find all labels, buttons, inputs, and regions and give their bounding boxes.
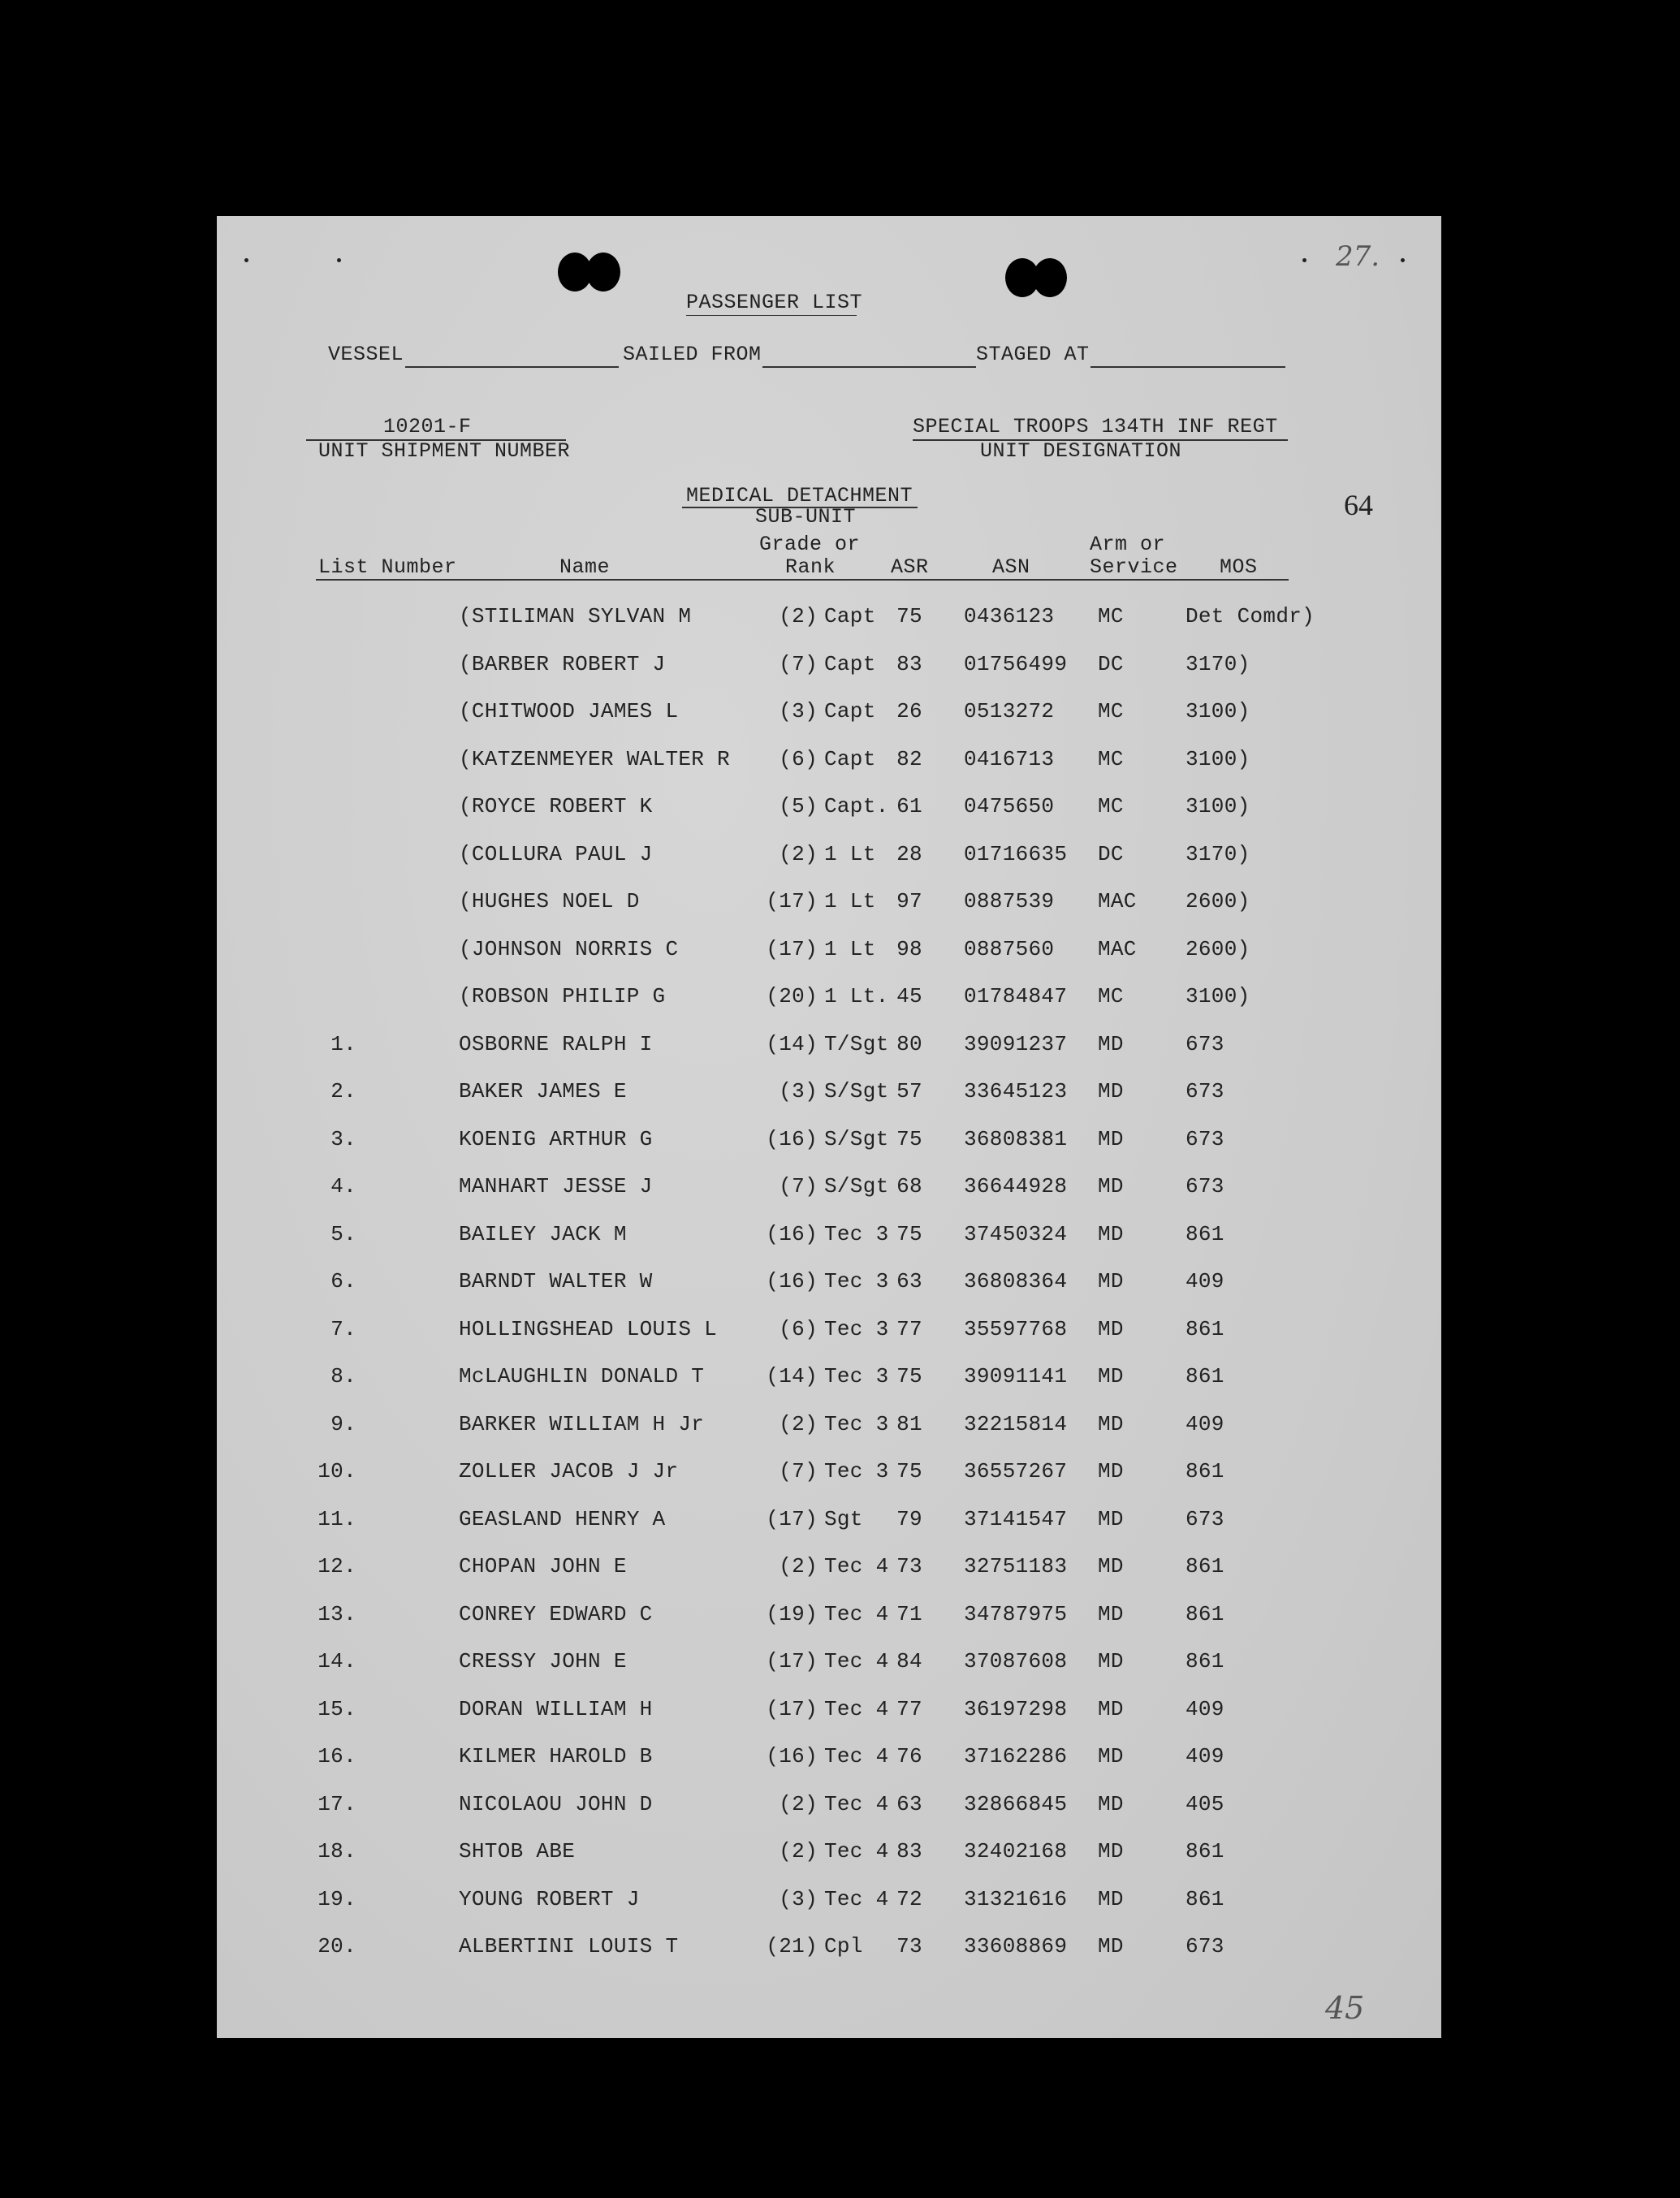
grade-cell: (16) [766,1127,818,1151]
asr-cell: 28 [896,842,922,866]
asn-cell: 37450324 [964,1222,1068,1246]
mos-cell: 861 [1186,1839,1224,1863]
arm-service-cell: MD [1098,1792,1124,1816]
sub-unit: MEDICAL DETACHMENT [686,484,913,507]
mos-cell: 861 [1186,1317,1224,1341]
sailed-from-label: SAILED FROM [623,343,762,366]
grade-cell: (2) [779,604,818,628]
mos-cell: 861 [1186,1459,1224,1483]
arm-service-cell: MD [1098,1697,1124,1721]
margin-dot [244,258,248,262]
asr-cell: 77 [896,1317,922,1341]
grade-cell: (5) [779,794,818,818]
asr-cell: 75 [896,604,922,628]
list-number-cell: 3. [330,1127,356,1151]
asr-cell: 82 [896,747,922,771]
asn-cell: 37162286 [964,1744,1068,1768]
asn-cell: 01716635 [964,842,1068,866]
name-cell: KILMER HAROLD B [459,1744,653,1768]
name-cell: (HUGHES NOEL D [459,889,640,913]
column-header-arm-line2: Service [1090,555,1178,579]
page-number-bottom: 45 [1325,1990,1365,2026]
column-header-arm-line1: Arm or [1090,533,1166,556]
grade-cell: (2) [779,842,818,866]
asr-cell: 61 [896,794,922,818]
name-cell: (ROBSON PHILIP G [459,984,666,1008]
rank-cell: Capt [824,747,876,771]
asn-cell: 33608869 [964,1934,1068,1958]
arm-service-cell: MD [1098,1459,1124,1483]
asr-cell: 75 [896,1127,922,1151]
asn-cell: 36808364 [964,1269,1068,1293]
column-header-name: Name [559,555,611,579]
asr-cell: 81 [896,1412,922,1436]
unit-shipment-label: UNIT SHIPMENT NUMBER [318,439,571,463]
title-underline [686,315,857,316]
arm-service-cell: MAC [1098,889,1137,913]
grade-cell: (19) [766,1602,818,1626]
asr-cell: 83 [896,1839,922,1863]
grade-cell: (6) [779,1317,818,1341]
rank-cell: S/Sgt [824,1079,889,1103]
asr-cell: 75 [896,1364,922,1388]
list-number-cell: 5. [330,1222,356,1246]
asr-cell: 77 [896,1697,922,1721]
list-number-cell: 7. [330,1317,356,1341]
asn-cell: 32866845 [964,1792,1068,1816]
punch-hole-right-2 [1033,258,1067,297]
name-cell: (KATZENMEYER WALTER R [459,747,730,771]
grade-cell: (6) [779,747,818,771]
arm-service-cell: MD [1098,1649,1124,1673]
mos-cell: 673 [1186,1032,1224,1056]
mos-cell: 3100) [1186,794,1250,818]
asn-cell: 35597768 [964,1317,1068,1341]
arm-service-cell: MD [1098,1507,1124,1531]
sailed-from-field [762,366,976,368]
arm-service-cell: MD [1098,1934,1124,1958]
rank-cell: Tec 4 [824,1602,889,1626]
mos-cell: 861 [1186,1222,1224,1246]
list-number-cell: 4. [330,1174,356,1198]
mos-cell: 673 [1186,1127,1224,1151]
name-cell: BAILEY JACK M [459,1222,627,1246]
grade-cell: (17) [766,1507,818,1531]
name-cell: CRESSY JOHN E [459,1649,627,1673]
asn-cell: 0887539 [964,889,1055,913]
document-page [217,216,1441,2038]
mos-cell: 2600) [1186,889,1250,913]
vessel-field [405,366,619,368]
name-cell: BARNDT WALTER W [459,1269,653,1293]
asn-cell: 39091141 [964,1364,1068,1388]
asr-cell: 98 [896,937,922,961]
name-cell: SHTOB ABE [459,1839,576,1863]
margin-dot [1401,258,1405,262]
list-number-cell: 20. [317,1934,356,1958]
list-number-cell: 8. [330,1364,356,1388]
arm-service-cell: MD [1098,1364,1124,1388]
margin-dot [1302,258,1306,262]
mos-cell: 3100) [1186,699,1250,723]
unit-designation: SPECIAL TROOPS 134TH INF REGT [913,415,1278,438]
arm-service-cell: MD [1098,1839,1124,1863]
asn-cell: 31321616 [964,1887,1068,1911]
grade-cell: (2) [779,1839,818,1863]
mos-cell: 3100) [1186,747,1250,771]
asn-cell: 0416713 [964,747,1055,771]
list-number-cell: 6. [330,1269,356,1293]
grade-cell: (21) [766,1934,818,1958]
asr-cell: 76 [896,1744,922,1768]
arm-service-cell: MD [1098,1554,1124,1578]
asn-cell: 0513272 [964,699,1055,723]
asr-cell: 73 [896,1934,922,1958]
asn-cell: 01756499 [964,652,1068,676]
list-number-cell: 2. [330,1079,356,1103]
list-number-cell: 16. [317,1744,356,1768]
asn-cell: 36197298 [964,1697,1068,1721]
rank-cell: Capt [824,604,876,628]
list-number-cell: 15. [317,1697,356,1721]
name-cell: (BARBER ROBERT J [459,652,666,676]
rank-cell: T/Sgt [824,1032,889,1056]
grade-cell: (2) [779,1554,818,1578]
asr-cell: 63 [896,1269,922,1293]
rank-cell: Tec 4 [824,1554,889,1578]
asr-cell: 84 [896,1649,922,1673]
name-cell: (STILIMAN SYLVAN M [459,604,692,628]
grade-cell: (17) [766,889,818,913]
rank-cell: Cpl [824,1934,863,1958]
list-number-cell: 17. [317,1792,356,1816]
arm-service-cell: MD [1098,1744,1124,1768]
asn-cell: 01784847 [964,984,1068,1008]
arm-service-cell: MD [1098,1222,1124,1246]
mos-cell: 861 [1186,1364,1224,1388]
name-cell: MANHART JESSE J [459,1174,653,1198]
rank-cell: Tec 4 [824,1649,889,1673]
name-cell: OSBORNE RALPH I [459,1032,653,1056]
mos-cell: 3170) [1186,842,1250,866]
rank-cell: 1 Lt [824,889,876,913]
column-header-grade-line2: Rank [785,555,836,579]
asn-cell: 36557267 [964,1459,1068,1483]
unit-designation-label: UNIT DESIGNATION [980,439,1182,463]
name-cell: KOENIG ARTHUR G [459,1127,653,1151]
asr-cell: 83 [896,652,922,676]
name-cell: (JOHNSON NORRIS C [459,937,679,961]
margin-dot [337,258,341,262]
asn-cell: 0475650 [964,794,1055,818]
asn-cell: 36808381 [964,1127,1068,1151]
asn-cell: 39091237 [964,1032,1068,1056]
grade-cell: (2) [779,1412,818,1436]
asr-cell: 75 [896,1222,922,1246]
column-header-grade-line1: Grade or [759,533,861,556]
list-number-cell: 13. [317,1602,356,1626]
grade-cell: (7) [779,1174,818,1198]
list-number-cell: 19. [317,1887,356,1911]
asn-cell: 33645123 [964,1079,1068,1103]
name-cell: (COLLURA PAUL J [459,842,653,866]
column-header-mos: MOS [1220,555,1258,579]
list-number-cell: 9. [330,1412,356,1436]
rank-cell: Tec 4 [824,1697,889,1721]
arm-service-cell: DC [1098,652,1124,676]
mos-cell: 861 [1186,1887,1224,1911]
rank-cell: Tec 4 [824,1792,889,1816]
rank-cell: Tec 3 [824,1269,889,1293]
staged-at-field [1090,366,1285,368]
asr-cell: 79 [896,1507,922,1531]
arm-service-cell: MD [1098,1317,1124,1341]
mos-cell: 673 [1186,1507,1224,1531]
grade-cell: (3) [779,699,818,723]
arm-service-cell: MC [1098,699,1124,723]
rank-cell: 1 Lt. [824,984,889,1008]
asn-cell: 32215814 [964,1412,1068,1436]
list-number-cell: 18. [317,1839,356,1863]
rank-cell: Capt [824,652,876,676]
grade-cell: (2) [779,1792,818,1816]
arm-service-cell: MD [1098,1412,1124,1436]
asn-cell: 36644928 [964,1174,1068,1198]
rank-cell: Tec 4 [824,1887,889,1911]
rank-cell: 1 Lt [824,842,876,866]
list-number-cell: 1. [330,1032,356,1056]
grade-cell: (17) [766,937,818,961]
rank-cell: Tec 3 [824,1459,889,1483]
grade-cell: (16) [766,1744,818,1768]
name-cell: DORAN WILLIAM H [459,1697,653,1721]
arm-service-cell: MD [1098,1079,1124,1103]
name-cell: (CHITWOOD JAMES L [459,699,679,723]
mos-cell: 673 [1186,1174,1224,1198]
asn-cell: 0436123 [964,604,1055,628]
asr-cell: 45 [896,984,922,1008]
grade-cell: (14) [766,1364,818,1388]
grade-cell: (20) [766,984,818,1008]
rank-cell: S/Sgt [824,1127,889,1151]
name-cell: CONREY EDWARD C [459,1602,653,1626]
name-cell: (ROYCE ROBERT K [459,794,653,818]
asr-cell: 68 [896,1174,922,1198]
page-number-side: 64 [1344,489,1373,521]
list-number-cell: 14. [317,1649,356,1673]
arm-service-cell: DC [1098,842,1124,866]
punch-hole-left-2 [586,253,620,291]
asn-cell: 37087608 [964,1649,1068,1673]
asr-cell: 71 [896,1602,922,1626]
mos-cell: 405 [1186,1792,1224,1816]
document-title: PASSENGER LIST [686,291,863,314]
grade-cell: (7) [779,652,818,676]
grade-cell: (17) [766,1649,818,1673]
arm-service-cell: MC [1098,604,1124,628]
arm-service-cell: MD [1098,1602,1124,1626]
name-cell: YOUNG ROBERT J [459,1887,640,1911]
arm-service-cell: MAC [1098,937,1137,961]
asr-cell: 26 [896,699,922,723]
mos-cell: 409 [1186,1412,1224,1436]
rank-cell: Capt. [824,794,889,818]
rank-cell: S/Sgt [824,1174,889,1198]
mos-cell: 409 [1186,1744,1224,1768]
mos-cell: 673 [1186,1934,1224,1958]
grade-cell: (14) [766,1032,818,1056]
rank-cell: Tec 3 [824,1222,889,1246]
mos-cell: 861 [1186,1554,1224,1578]
rank-cell: Tec 4 [824,1744,889,1768]
name-cell: McLAUGHLIN DONALD T [459,1364,705,1388]
asr-cell: 72 [896,1887,922,1911]
mos-cell: 861 [1186,1649,1224,1673]
rank-cell: Tec 3 [824,1412,889,1436]
sub-unit-label: SUB-UNIT [755,505,857,529]
arm-service-cell: MC [1098,794,1124,818]
vessel-label: VESSEL [328,343,404,366]
arm-service-cell: MC [1098,984,1124,1008]
mos-cell: 861 [1186,1602,1224,1626]
asn-cell: 32402168 [964,1839,1068,1863]
column-header-asn: ASN [992,555,1030,579]
asn-cell: 34787975 [964,1602,1068,1626]
arm-service-cell: MD [1098,1887,1124,1911]
mos-cell: 409 [1186,1697,1224,1721]
rank-cell: Capt [824,699,876,723]
asn-cell: 32751183 [964,1554,1068,1578]
arm-service-cell: MC [1098,747,1124,771]
mos-cell: 3100) [1186,984,1250,1008]
grade-cell: (16) [766,1222,818,1246]
header-rule [316,579,1289,581]
list-number-cell: 10. [317,1459,356,1483]
mos-cell: 2600) [1186,937,1250,961]
mos-cell: Det Comdr) [1186,604,1315,628]
asr-cell: 73 [896,1554,922,1578]
rank-cell: Tec 4 [824,1839,889,1863]
name-cell: ALBERTINI LOUIS T [459,1934,679,1958]
asn-cell: 37141547 [964,1507,1068,1531]
grade-cell: (3) [779,1887,818,1911]
unit-shipment-number: 10201-F [383,415,472,438]
mos-cell: 3170) [1186,652,1250,676]
arm-service-cell: MD [1098,1032,1124,1056]
column-header-list-number: List Number [318,555,457,579]
list-number-cell: 11. [317,1507,356,1531]
name-cell: ZOLLER JACOB J Jr [459,1459,679,1483]
grade-cell: (16) [766,1269,818,1293]
column-header-asr: ASR [891,555,929,579]
list-number-cell: 12. [317,1554,356,1578]
rank-cell: 1 Lt [824,937,876,961]
arm-service-cell: MD [1098,1269,1124,1293]
rank-cell: Tec 3 [824,1317,889,1341]
name-cell: HOLLINGSHEAD LOUIS L [459,1317,718,1341]
arm-service-cell: MD [1098,1174,1124,1198]
grade-cell: (17) [766,1697,818,1721]
asr-cell: 57 [896,1079,922,1103]
name-cell: NICOLAOU JOHN D [459,1792,653,1816]
asr-cell: 97 [896,889,922,913]
name-cell: BARKER WILLIAM H Jr [459,1412,705,1436]
asr-cell: 63 [896,1792,922,1816]
name-cell: GEASLAND HENRY A [459,1507,666,1531]
asn-cell: 0887560 [964,937,1055,961]
name-cell: BAKER JAMES E [459,1079,627,1103]
mos-cell: 673 [1186,1079,1224,1103]
mos-cell: 409 [1186,1269,1224,1293]
page-number-top: 27. [1336,240,1380,273]
rank-cell: Tec 3 [824,1364,889,1388]
rank-cell: Sgt [824,1507,863,1531]
name-cell: CHOPAN JOHN E [459,1554,627,1578]
asr-cell: 80 [896,1032,922,1056]
staged-at-label: STAGED AT [976,343,1090,366]
grade-cell: (7) [779,1459,818,1483]
arm-service-cell: MD [1098,1127,1124,1151]
asr-cell: 75 [896,1459,922,1483]
grade-cell: (3) [779,1079,818,1103]
